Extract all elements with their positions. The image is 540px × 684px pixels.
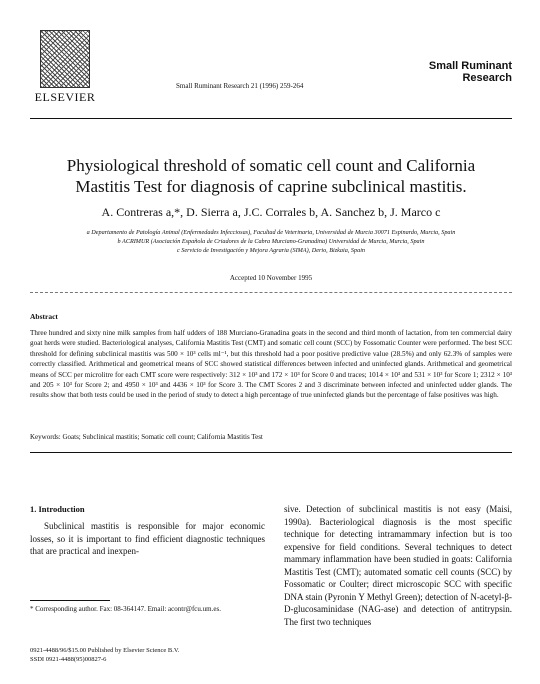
body-right-column: sive. Detection of subclinical mastitis is not easy (Maisi, 1990a). Bacteriological diagnosis is the most specific technique for detecting intramammary infection but is too expensive for field conditions. Several techniques to detect mammary inflammation have been studied in goats: California Mastitis Test (CMT); automated somatic cell counts (SCC) by Fossomatic or Coulter; direct microscopic SCC with specific DNA stain (Pyronin Y Methyl Green); detection of N-acetyl-β-D-glucosaminidase (NAG-ase) and detection of antitrypsin. The first two techniques	[284, 504, 512, 627]
accepted-date: Accepted 10 November 1995	[229, 274, 313, 282]
abstract-divider	[30, 292, 512, 293]
journal-citation: Small Ruminant Research 21 (1996) 259-264	[176, 82, 304, 90]
paper-title	[30, 155, 512, 197]
title-line-1: Physiological threshold of somatic cell count and California	[66, 156, 476, 175]
issn-block	[30, 646, 265, 664]
issn-line-2: SSDI 0921-4488(95)00827-6	[30, 656, 107, 663]
abstract-end-rule	[30, 452, 512, 453]
elsevier-logo	[30, 30, 100, 108]
journal-brand	[422, 60, 512, 84]
journal-brand-line2: Research	[462, 72, 512, 84]
affiliation-c: c Servicio de Investigación y Mejora Agraria (SIMA), Derio, Bizkaia, Spain	[176, 247, 366, 254]
affiliation-b: b ACRIMUR (Asociación Española de Criadores de la Cabra Murciano-Granadina) Universidad de Murcia, Murcia, Spain	[117, 238, 425, 245]
issn-line-1: 0921-4488/96/$15.00 Published by Elsevier Science B.V.	[30, 647, 180, 654]
header-rule	[30, 118, 512, 119]
keywords: Keywords: Goats; Subclinical mastitis; Somatic cell count; California Mastitis Test	[30, 433, 263, 441]
journal-brand-line1: Small Ruminant	[428, 60, 512, 72]
title-line-2: Mastitis Test for diagnosis of caprine subclinical mastitis.	[75, 177, 467, 196]
affiliations	[40, 228, 502, 255]
abstract-heading: Abstract	[30, 312, 58, 321]
publisher-name: ELSEVIER	[34, 90, 96, 104]
corresponding-author-footnote: * Corresponding author. Fax: 08-364147. Email: acontr@fcu.um.es.	[30, 605, 221, 613]
affiliation-a: a Departamento de Patología Animal (Enfermedades Infecciosas), Facultad de Veterinaria, Universidad de Murcia 30071 Espinardo, Murcia, Spain	[86, 229, 456, 236]
author-list: A. Contreras a,*, D. Sierra a, J.C. Corrales b, A. Sanchez b, J. Marco c	[101, 205, 441, 219]
abstract-text: Three hundred and sixty nine milk samples from half udders of 188 Murciano-Granadina goats in the second and third month of lactation, from ten commercial dairy goat herds were studied. Bacteriological analyses, California Mastitis Test (CMT) and somatic cell count (SCC) by Fossomatic Counter were performed. The best SCC threshold for defining subclinical mastitis was 500 × 10³ cells ml⁻¹, but this threshold had a poor positive predictive value (28.5%) and only 62.3% of samples were correctly classified. Arithmetical and geometrical means of SCC showed statistical differences between infected and uninfected glands. Arithmetical and geometrical means of SCC per microlitre for each CMT score were respectively: 312 × 10³ and 172 × 10³ for Score 0 and traces; 1014 × 10³ and 531 × 10³ for Score 1; 2312 × 10³ and 205 × 10³ for Score 2; and 4950 × 10³ and 4436 × 10³ for Score 3. The CMT Scores 2 and 3 discriminate between infected and uninfected udder glands. The results show that both tests could be used in the period of study to detect a high percentage of true uninfected glands but the percentage of false positives was high.	[30, 329, 512, 400]
footnote-rule	[30, 600, 110, 601]
elsevier-tree-icon	[40, 30, 90, 88]
section-heading-introduction: 1. Introduction	[30, 504, 85, 514]
body-left-column: Subclinical mastitis is responsible for major economic losses, so it is important to find efficient diagnostic techniques that are practical and inexpen-	[30, 521, 265, 556]
